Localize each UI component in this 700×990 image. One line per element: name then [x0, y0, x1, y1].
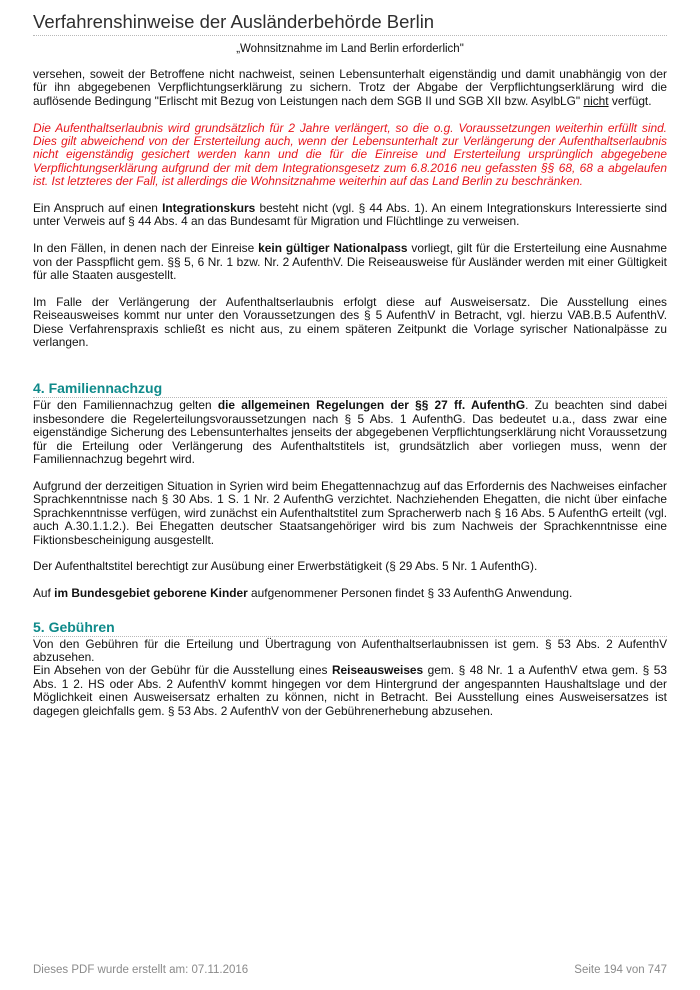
paragraph-familiennachzug-regeln: Für den Familiennachzug gelten die allgemeinen Regelungen der §§ 27 ff. AufenthG. Zu beachten sind dabei insbesondere die Regelerteilungsvoraussetzungen nach § 5 Abs. 1 AufenthG. Das bedeutet u.a., dass zwar eine eigenständige Sicherung des Lebensunterhaltes jenseits der abgegebenen Verpflichtungserklärung nicht Voraussetzung für die Erteilung oder Verlängerung des Aufenthaltstitels ist, grundsätzlich aber vorliegen muss, wenn der Familiennachzug begehrt wird.	[33, 398, 667, 467]
footer-created-date: Dieses PDF wurde erstellt am: 07.11.2016	[33, 964, 249, 976]
section-heading-gebuehren: 5. Gebühren	[33, 619, 667, 637]
paragraph-erwerbstaetigkeit: Der Aufenthaltstitel berechtigt zur Ausübung einer Erwerbstätigkeit (§ 29 Abs. 5 Nr. 1 AufenthG).	[33, 559, 538, 574]
paragraph-gebuehren-aufenthaltserlaubnis: Von den Gebühren für die Erteilung und Übertragung von Aufenthaltserlaubnissen ist gem. § 53 Abs. 2 AufenthV abzusehen.	[33, 636, 667, 664]
footer-page-number: Seite 194 von 747	[574, 964, 667, 976]
document-title: Verfahrenshinweise der Ausländerbehörde Berlin	[33, 11, 435, 32]
document-page	[33, 0, 667, 990]
bold-term: die allgemeinen Regelungen der §§ 27 ff. AufenthG	[217, 398, 526, 413]
document-body	[33, 68, 667, 731]
bold-term: kein gültiger Nationalpass	[258, 241, 408, 256]
paragraph-nationalpass: In den Fällen, in denen nach der Einreise kein gültiger Nationalpass vorliegt, gilt für die Ersterteilung eine Ausnahme von der Passpflicht gem. §§ 5, 6 Nr. 1 bzw. Nr. 2 AufenthV. Die Reiseausweise für Ausländer werden mit einer Gültigkeit für alle Staaten ausgestellt.	[33, 241, 667, 283]
bold-term: im Bundesgebiet geborene Kinder	[54, 586, 248, 601]
paragraph-kinder: Auf im Bundesgebiet geborene Kinder aufgenommener Personen findet § 33 AufenthG Anwendung.	[33, 586, 573, 601]
document-subtitle: „Wohnsitznahme im Land Berlin erforderlich"	[236, 43, 464, 55]
paragraph-verlaengerung-highlight: Die Aufenthaltserlaubnis wird grundsätzlich für 2 Jahre verlängert, so die o.g. Voraussetzungen weiterhin erfüllt sind. Dies gilt abweichend von der Ersterteilung auch, wenn der Lebensunterhalt zur Verlängerung der Aufenthaltserlaubnis nicht eigenständig gesichert werden kann und die für die Einreise und Ersterteilung ursprünglich abgegebene Verpflichtungserklärung aufgrund der mit dem Integrationsgesetz zum 6.8.2016 neu gefassten §§ 68, 68 a abgelaufen ist. Ist letzteres der Fall, ist allerdings die Wohnsitznahme weiterhin auf das Land Berlin zu beschränken.	[33, 120, 667, 189]
paragraph-integrationskurs: Ein Anspruch auf einen Integrationskurs besteht nicht (vgl. § 44 Abs. 1). An einem Integrationskurs Interessierte sind unter Verweis auf § 44 Abs. 4 an das Bundesamt für Migration und Flüchtlinge zu verweisen.	[33, 201, 667, 229]
section-heading-familiennachzug: 4. Familiennachzug	[33, 380, 667, 398]
underlined-text: nicht	[583, 93, 609, 108]
title-divider	[33, 35, 667, 36]
paragraph-gebuehren-reiseausweis: Ein Absehen von der Gebühr für die Ausstellung eines Reiseausweises gem. § 48 Nr. 1 a AufenthV etwa gem. § 53 Abs. 1 2. HS oder Abs. 2 AufenthV kommt hingegen vor dem Hintergrund der angespannten Haushaltslage und der Möglichkeit einen Ausweisersatz erhalten zu können, nicht in Betracht. Bei Ausstellung eines Ausweisersatzes ist dagegen gleichfalls gem. § 53 Abs. 2 AufenthV von der Gebührenerhebung abzusehen.	[33, 663, 667, 718]
bold-term: Reiseausweises	[331, 663, 424, 678]
paragraph-verpflichtung: versehen, soweit der Betroffene nicht nachweist, seinen Lebensunterhalt eigenständig und damit unabhängig von der für ihn abgegebenen Verpflichtungserklärung zu sichern. Trotz der Abgabe der Verpflichtungserklärung wird die auflösende Bedingung "Erlischt mit Bezug von Leistungen nach dem SGB II und SGB XII bzw. AsylbLG" nicht verfügt.	[33, 67, 667, 108]
paragraph-ausweisersatz: Im Falle der Verlängerung der Aufenthaltserlaubnis erfolgt diese auf Ausweisersatz. Die Ausstellung eines Reiseausweises kommt nur unter den Voraussetzungen des § 5 AufenthV in Betracht, vgl. hierzu VAB.B.5 AufenthV. Diese Verfahrenspraxis schließt es nicht aus, zu einem späteren Zeitpunkt die Vorlage syrischer Nationalpässe zu verlangen.	[33, 294, 667, 350]
paragraph-ehegattennachzug: Aufgrund der derzeitigen Situation in Syrien wird beim Ehegattennachzug auf das Erfordernis des Nachweises einfacher Sprachkenntnisse nach § 30 Abs. 1 S. 1 Nr. 2 AufenthG verzichtet. Nachziehenden Ehegatten, die nicht über einfache Sprachkenntnisse verfügen, wird zunächst ein Aufenthaltstitel zum Spracherwerb nach § 16 Abs. 5 AufenthG erteilt (vgl. auch A.30.1.1.2.). Bei Ehegatten deutscher Staatsangehöriger wird bis zum Nachweis der Sprachkenntnisse eine Fiktionsbescheinigung ausgestellt.	[33, 478, 667, 547]
bold-term: Integrationskurs	[162, 201, 256, 216]
